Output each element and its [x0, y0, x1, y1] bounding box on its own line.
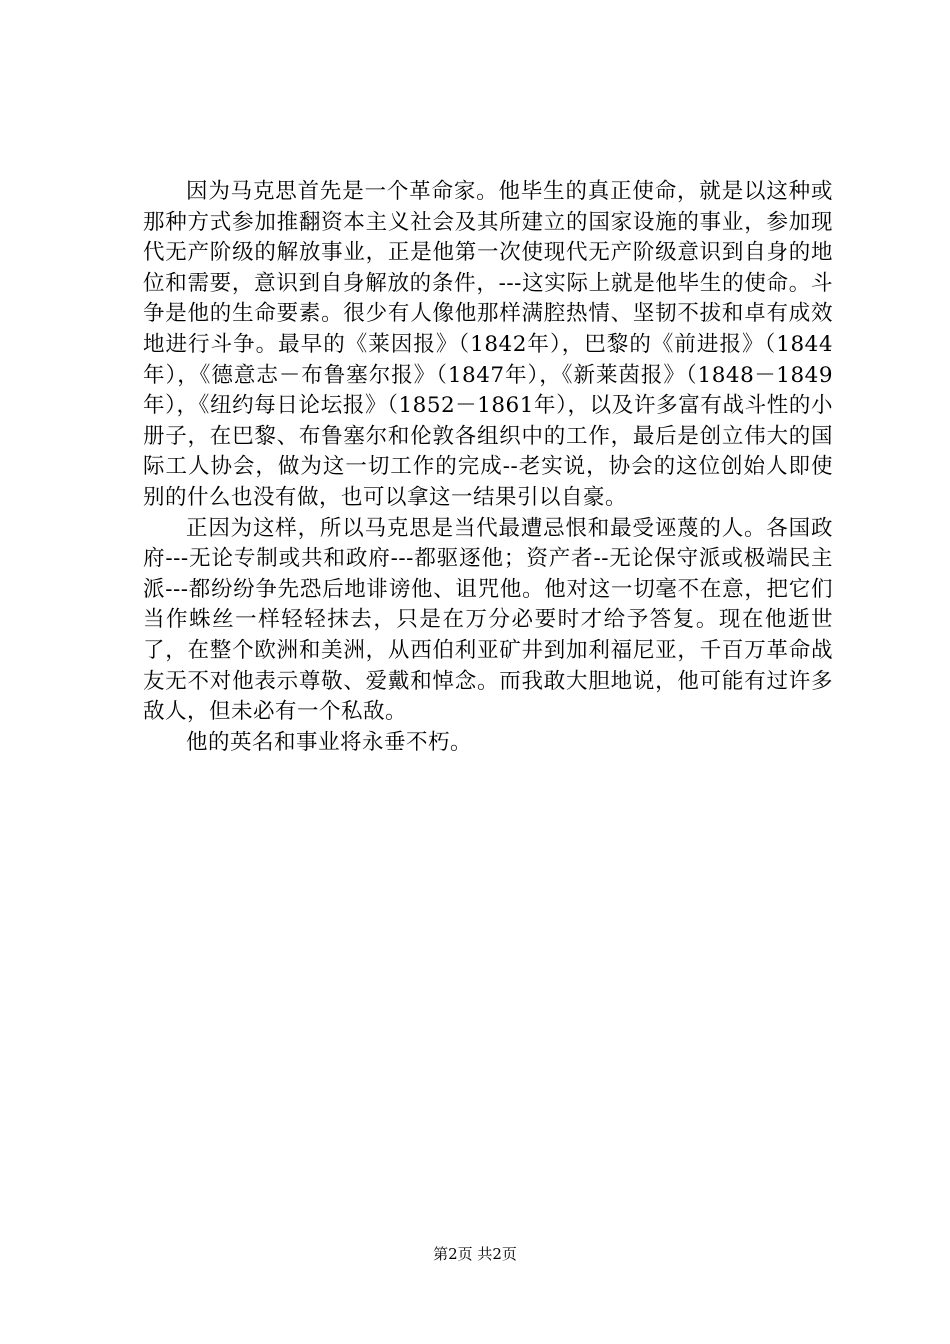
page-footer: [0, 1244, 950, 1264]
document-body: [143, 177, 833, 758]
paragraph-1: 因为马克思首先是一个革命家。他毕生的真正使命，就是以这种或那种方式参加推翻资本主义社会及其所建立的国家设施的事业，参加现代无产阶级的解放事业，正是他第一次使现代无产阶级意识到自身的地位和需要，意识到自身解放的条件，---这实际上就是他毕生的使命。斗争是他的生命要素。很少有人像他那样满腔热情、坚韧不拔和卓有成效地进行斗争。最早的《莱因报》（1842年），巴黎的《前进报》（1844年），《德意志－布鲁塞尔报》（1847年），《新莱茵报》（1848－1849年），《纽约每日论坛报》（1852－1861年），以及许多富有战斗性的小册子，在巴黎、布鲁塞尔和伦敦各组织中的工作，最后是创立伟大的国际工人协会，做为这一切工作的完成--老实说，协会的这位创始人即使别的什么也没有做，也可以拿这一结果引以自豪。: [143, 179, 833, 510]
page-number-label: 第2页 共2页: [433, 1245, 517, 1263]
paragraph-2: 正因为这样，所以马克思是当代最遭忌恨和最受诬蔑的人。各国政府---无论专制或共和政府---都驱逐他；资产者--无论保守派或极端民主派---都纷纷争先恐后地诽谤他、诅咒他。他对这一切毫不在意，把它们当作蛛丝一样轻轻抹去，只是在万分必要时才给予答复。现在他逝世了，在整个欧洲和美洲，从西伯利亚矿井到加利福尼亚，千百万革命战友无不对他表示尊敬、爱戴和悼念。而我敢大胆地说，他可能有过许多敌人，但未必有一个私敌。: [143, 515, 833, 725]
paragraph-3: 他的英名和事业将永垂不朽。: [186, 729, 473, 755]
